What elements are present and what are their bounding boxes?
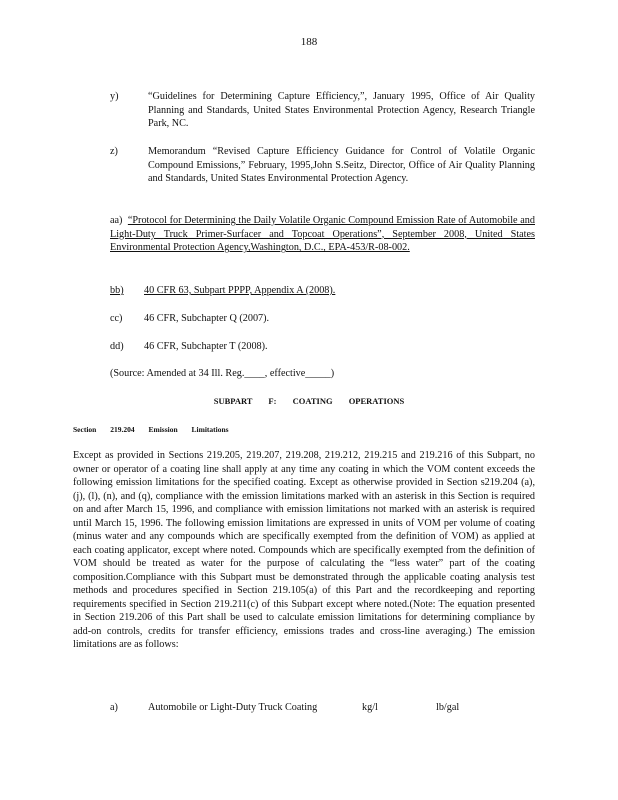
section-body-text: Except as provided in Sections 219.205, 219.207, 219.208, 219.212, 219.215 and 219.216 of this Subpart, no owner or operator of a coating line shall apply at any time any coating in which the VOM content exceeds the following emission limitations for the specified coating. Except as otherwise provided in Section s219.204 (a), (j), (l), (n), and (q), compliance with the emission limitations marked with an asterisk in this Section is required on and after March 15, 1996, and compliance with emission limitations not marked with an asterisk is required until March 15, 1996. The following emission limitations are expressed in units of VOM per volume of coating (minus water and any compounds which are specifically exempted from the definition of VOM) as applied at each coating applicator, except where noted. Compounds which are specifically exempted from the definition of VOM should be treated as water for the purpose of calculating the “less water” part of the coating composition.Compliance with this Subpart must be demonstrated through the applicable coating analysis test methods and procedures specified in Section 219.105(a) of this Part and the recordkeeping and reporting requirements specified in Section 219.211(c) of this Subpart except where noted.(Note: The equation presented in Section 219.206 of this Part shall be used to calculate emission limitations for determining compliance by add-on controls, credits for transfer efficiency, emissions trades and cross-line averaging.) The emission limitations are as follows: [73,450,535,650]
reference-label: y) [110,91,119,102]
subpart-heading: SUBPART F: COATING OPERATIONS [213,396,405,406]
section-heading: Section 219.204 Emission Limitations [73,425,229,434]
reference-aa [110,214,535,270]
reference-text: “Guidelines for Determining Capture Efficiency,”, January 1995, Office of Air Quality Planning and Standards, United States Environmental Protection Agency, Research Triangle Park, NC. [148,91,535,130]
unit-english: lb/gal [436,702,460,713]
reference-text: “Protocol for Determining the Daily Volatile Organic Compound Emission Rate of Automobile and Light-Duty Truck Primer-Surfacer and Topcoat Operations”, September 2008, United States Environmental Protection Agency,Washington, D.C., EPA-453/R-08-002. [110,215,535,254]
reference-label: cc) [110,313,123,324]
reference-z [110,145,535,201]
reference-text: 46 CFR, Subchapter T (2008). [144,341,268,352]
reference-y [110,90,535,132]
reference-label: bb) [110,285,124,296]
item-text: Automobile or Light-Duty Truck Coating [148,702,318,713]
reference-bb [110,284,535,298]
reference-text: Memorandum “Revised Capture Efficiency Guidance for Control of Volatile Organic Compound Emissions,” February, 1995,John S.Seitz, Director, Office of Air Quality Planning and Standards, United States Environmental Protection Agency. [148,146,535,185]
reference-text: 46 CFR, Subchapter Q (2007). [144,313,270,324]
reference-label: z) [110,146,118,157]
unit-metric: kg/l [362,702,378,713]
reference-dd [110,340,535,354]
source-note: (Source: Amended at 34 Ill. Reg.____, effective_____) [110,368,335,379]
page-number: 188 [300,36,318,48]
reference-cc [110,312,535,326]
reference-text: 40 CFR 63, Subpart PPPP, Appendix A (2008). [144,285,336,296]
reference-label: aa) [110,215,123,226]
reference-label: dd) [110,341,124,352]
item-label: a) [110,702,118,713]
